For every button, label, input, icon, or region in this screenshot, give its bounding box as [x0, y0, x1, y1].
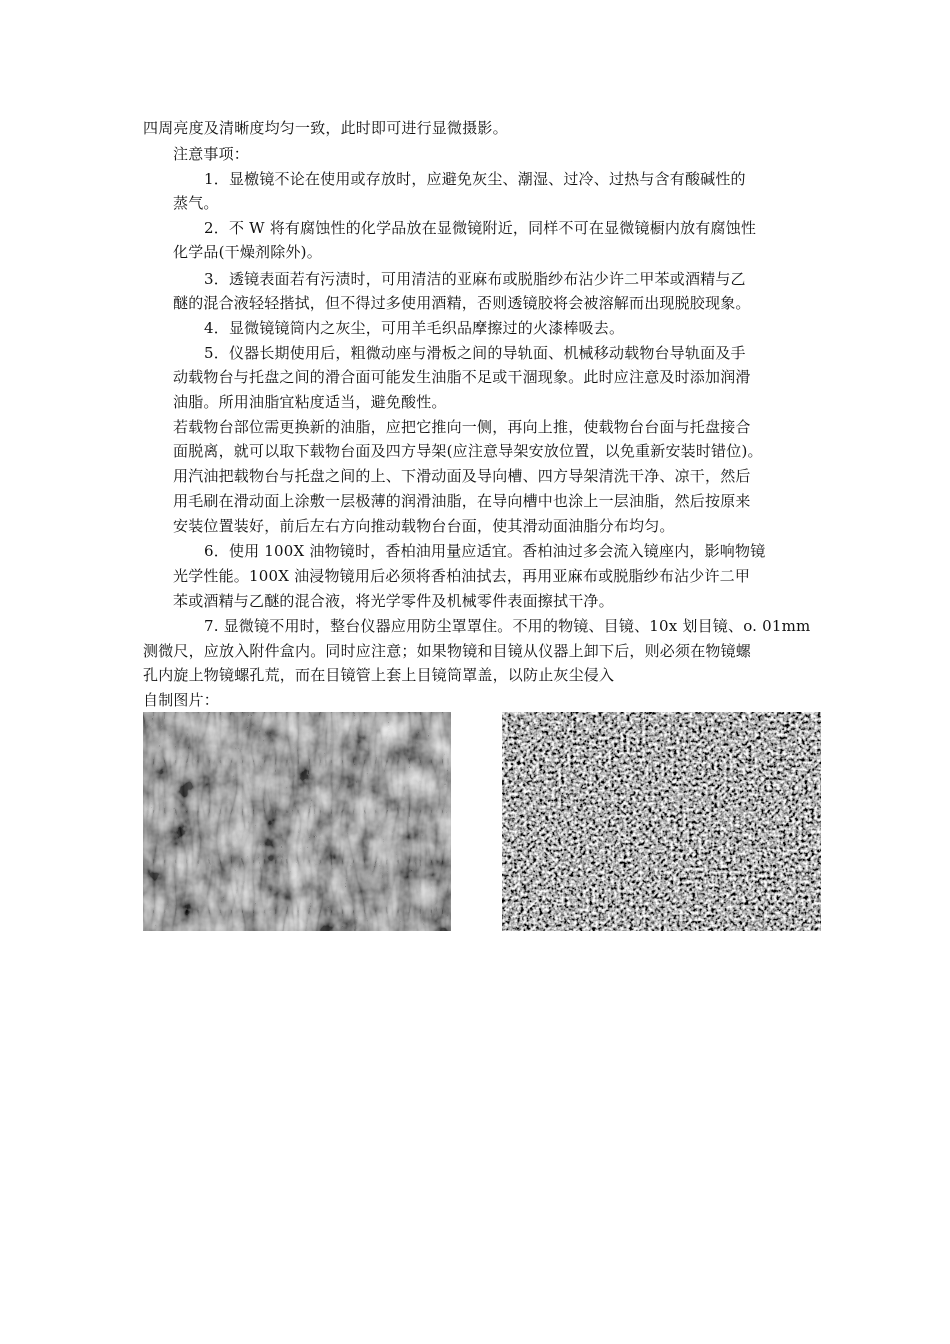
text-line: 5．仪器长期使用后，粗微动座与滑板之间的导轨面、机械移动载物台导轨面及手	[204, 344, 746, 362]
micrograph-left-image	[143, 712, 451, 931]
notes-heading: 注意事项：	[173, 145, 250, 163]
text-line: 动载物台与托盘之间的滑合面可能发生油脂不足或干涸现象。此时应注意及时添加润滑	[173, 368, 751, 386]
text-line: 孔内旋上物镜螺孔荒，而在目镜管上套上目镜筒罩盖，以防止灰尘侵入	[143, 666, 615, 684]
text-line: 测微尺，应放入附件盒内。同时应注意；如果物镜和目镜从仪器上卸下后，则必须在物镜螺	[143, 642, 752, 660]
figure-caption: 自制图片：	[143, 691, 220, 709]
text-line: 3．透镜表面若有污渍时，可用清洁的亚麻布或脱脂纱布沾少许二甲苯或酒精与乙	[204, 270, 746, 288]
micrograph-right-image	[502, 712, 821, 931]
text-line: 若载物台部位需更换新的油脂，应把它推向一侧，再向上推，使载物台台面与托盘接合	[173, 418, 751, 436]
text-line: 7. 显微镜不用时，整台仪器应用防尘罩罩住。不用的物镜、目镜、10x 划目镜、o. 01mm	[204, 617, 811, 635]
text-line: 用毛刷在滑动面上涂敷一层极薄的润滑油脂，在导向槽中也涂上一层油脂，然后按原来	[173, 492, 751, 510]
text-line: 蒸气。	[173, 194, 219, 212]
text-line: 1．显檄镜不论在使用或存放时，应避免灰尘、潮湿、过冷、过热与含有酸碱性的	[204, 170, 746, 188]
text-line: 用汽油把载物台与托盘之间的上、下滑动面及导向槽、四方导架清洗干净、凉干，然后	[173, 467, 751, 485]
text-line: 6．使用 100X 油物镜时，香柏油用量应适宜。香柏油过多会流入镜座内，影响物镜	[204, 542, 766, 560]
text-line: 安装位置装好，前后左右方向推动载物台台面，使其滑动面油脂分布均匀。	[173, 517, 675, 535]
text-line: 面脱离，就可以取下载物台面及四方导架(应注意导架安放位置，以免重新安装时错位)。	[173, 442, 763, 460]
text-line: 四周亮度及清晰度均匀一致，此时即可进行显微摄影。	[143, 119, 508, 137]
text-line: 醚的混合液轻轻揩拭，但不得过多使用酒精，否则透镜胶将会被溶解而出现脱胶现象。	[173, 294, 751, 312]
text-line: 油脂。所用油脂宜粘度适当，避免酸性。	[173, 393, 447, 411]
text-line: 2．不 W 将有腐蚀性的化学品放在显微镜附近，同样不可在显微镜橱内放有腐蚀性	[204, 219, 757, 237]
text-line: 光学性能。100X 油浸物镜用后必须将香柏油拭去，再用亚麻布或脱脂纱布沾少许二甲	[173, 567, 751, 585]
text-line: 4．显微镜镜筒内之灰尘，可用羊毛织品摩擦过的火漆棒吸去。	[204, 319, 625, 337]
text-line: 苯或酒精与乙醚的混合液，将光学零件及机械零件表面擦拭干净。	[173, 592, 614, 610]
text-line: 化学品(干燥剂除外)。	[173, 243, 322, 261]
